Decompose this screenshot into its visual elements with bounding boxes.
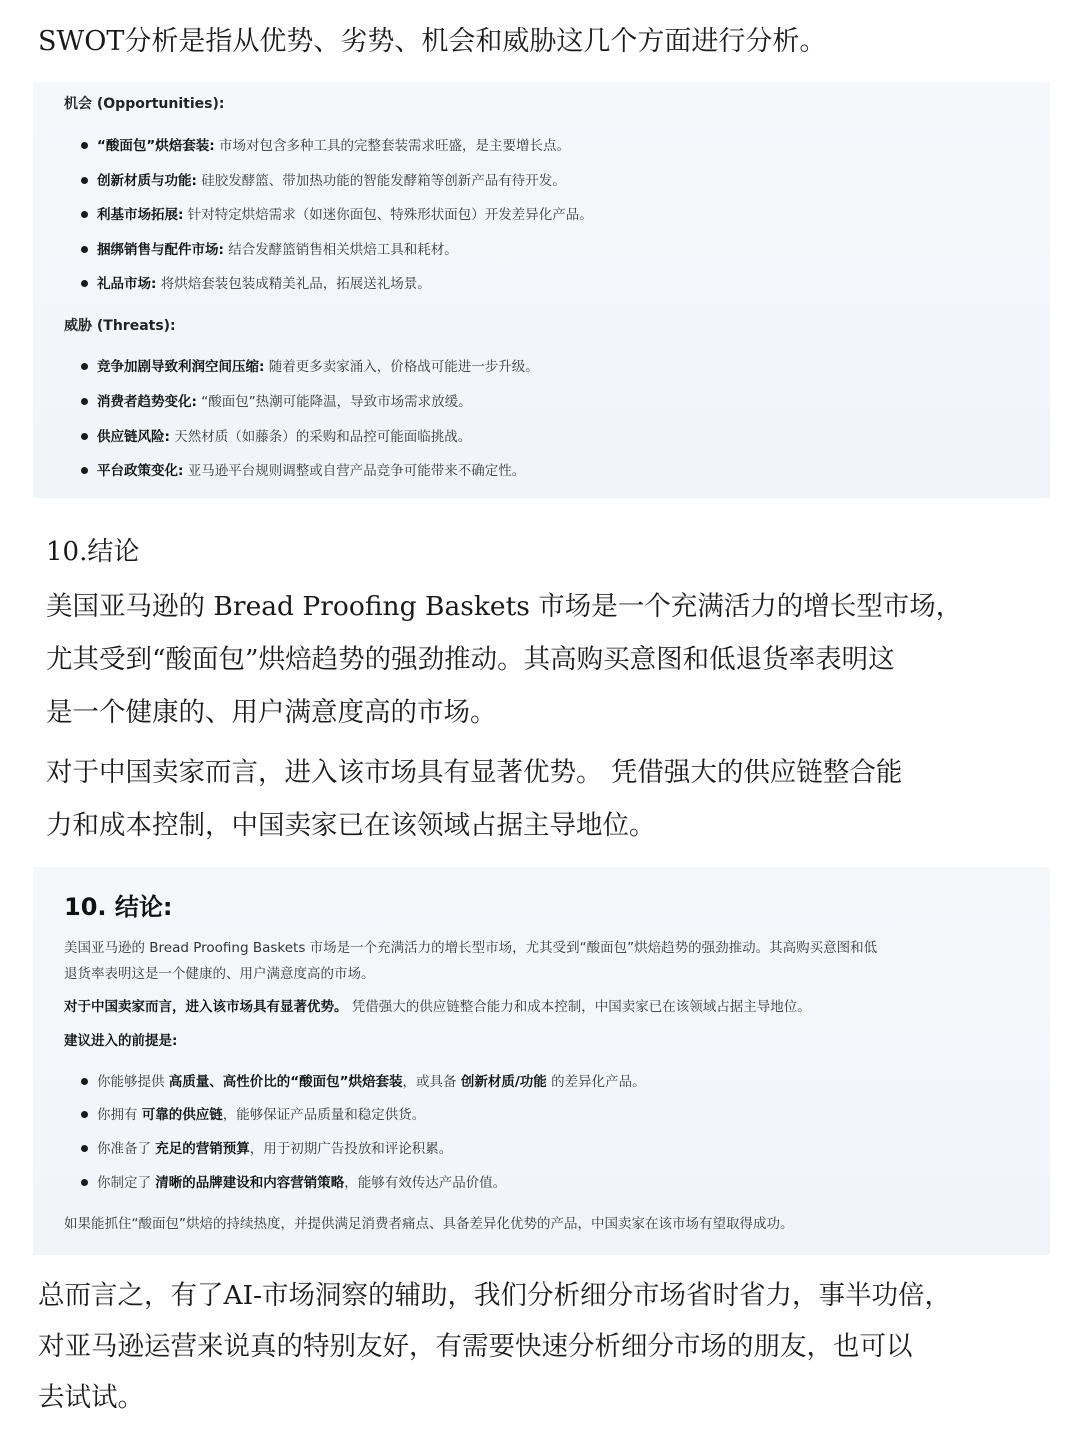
bullet-icon bbox=[81, 280, 88, 287]
list-item: 你制定了 清晰的品牌建设和内容营销策略，能够有效传达产品价值。 bbox=[81, 1171, 506, 1191]
bullet-icon bbox=[81, 211, 88, 218]
list-item: 捆绑销售与配件市场: 结合发酵篮销售相关烘焙工具和耗材。 bbox=[81, 238, 458, 258]
list-item: 平台政策变化: 亚马逊平台规则调整或自营产品竞争可能带来不确定性。 bbox=[81, 459, 525, 479]
bullet-icon bbox=[81, 177, 88, 184]
list-item: 消费者趋势变化: “酸面包”热潮可能降温，导致市场需求放缓。 bbox=[81, 390, 472, 410]
screenshot-advantage-line: 对于中国卖家而言，进入该市场具有显著优势。 凭借强大的供应链整合能力和成本控制，中国卖家已在该领域占据主导地位。 bbox=[64, 999, 811, 1015]
outro-line: 对亚马逊运营来说真的特别友好，有需要快速分析细分市场的朋友，也可以 bbox=[38, 1331, 913, 1362]
conclusion-paragraph-line: 尤其受到“酸面包”烘焙趋势的强劲推动。其高购买意图和低退货率表明这 bbox=[46, 644, 895, 675]
bullet-icon bbox=[81, 1078, 88, 1085]
list-item: 你能够提供 高质量、高性价比的“酸面包”烘焙套装，或具备 创新材质/功能 的差异化产品。 bbox=[81, 1070, 646, 1090]
bullet-icon bbox=[81, 1145, 88, 1152]
swot-screenshot bbox=[33, 82, 1050, 498]
list-item: 利基市场拓展: 针对特定烘焙需求（如迷你面包、特殊形状面包）开发差异化产品。 bbox=[81, 203, 593, 223]
premise-heading: 建议进入的前提是: bbox=[64, 1033, 178, 1049]
conclusion-title: 10.结论 bbox=[46, 537, 140, 567]
list-item: 你拥有 可靠的供应链，能够保证产品质量和稳定供货。 bbox=[81, 1103, 425, 1123]
threats-heading: 威胁 (Threats): bbox=[64, 318, 176, 334]
list-item: “酸面包”烘焙套装: 市场对包含多种工具的完整套装需求旺盛，是主要增长点。 bbox=[81, 134, 570, 154]
list-item: 供应链风险: 天然材质（如藤条）的采购和品控可能面临挑战。 bbox=[81, 425, 471, 445]
intro-text: SWOT分析是指从优势、劣势、机会和威胁这几个方面进行分析。 bbox=[38, 26, 827, 57]
screenshot-text-line: 美国亚马逊的 Bread Proofing Baskets 市场是一个充满活力的增长型市场，尤其受到“酸面包”烘焙趋势的强劲推动。其高购买意图和低 bbox=[64, 940, 878, 956]
opportunities-heading: 机会 (Opportunities): bbox=[64, 96, 225, 112]
bullet-icon bbox=[81, 363, 88, 370]
outro-line: 总而言之，有了AI-市场洞察的辅助，我们分析细分市场省时省力，事半功倍， bbox=[38, 1280, 952, 1311]
bullet-icon bbox=[81, 467, 88, 474]
conclusion-screenshot bbox=[33, 867, 1050, 1255]
closing-text: 如果能抓住“酸面包”烘焙的持续热度，并提供满足消费者痛点、具备差异化优势的产品，中国卖家在该市场有望取得成功。 bbox=[64, 1216, 794, 1232]
list-item: 创新材质与功能: 硅胶发酵篮、带加热功能的智能发酵箱等创新产品有待开发。 bbox=[81, 169, 566, 189]
bullet-icon bbox=[81, 246, 88, 253]
conclusion-paragraph-line: 对于中国卖家而言，进入该市场具有显著优势。 凭借强大的供应链整合能 bbox=[46, 757, 903, 788]
bullet-icon bbox=[81, 142, 88, 149]
outro-line: 去试试。 bbox=[38, 1382, 144, 1413]
bullet-icon bbox=[81, 398, 88, 405]
bullet-icon bbox=[81, 1111, 88, 1118]
conclusion-paragraph-line: 力和成本控制，中国卖家已在该领域占据主导地位。 bbox=[46, 810, 656, 841]
list-item: 礼品市场: 将烘焙套装包装成精美礼品，拓展送礼场景。 bbox=[81, 272, 431, 292]
screenshot-text-line: 退货率表明这是一个健康的、用户满意度高的市场。 bbox=[64, 966, 375, 982]
screenshot-conclusion-title: 10. 结论: bbox=[64, 893, 173, 921]
list-item: 竞争加剧导致利润空间压缩: 随着更多卖家涌入，价格战可能进一步升级。 bbox=[81, 355, 539, 375]
bullet-icon bbox=[81, 1179, 88, 1186]
conclusion-paragraph-line: 美国亚马逊的 Bread Proofing Baskets 市场是一个充满活力的增长型市场， bbox=[46, 591, 963, 622]
conclusion-paragraph-line: 是一个健康的、用户满意度高的市场。 bbox=[46, 697, 497, 728]
bullet-icon bbox=[81, 433, 88, 440]
list-item: 你准备了 充足的营销预算，用于初期广告投放和评论积累。 bbox=[81, 1137, 452, 1157]
